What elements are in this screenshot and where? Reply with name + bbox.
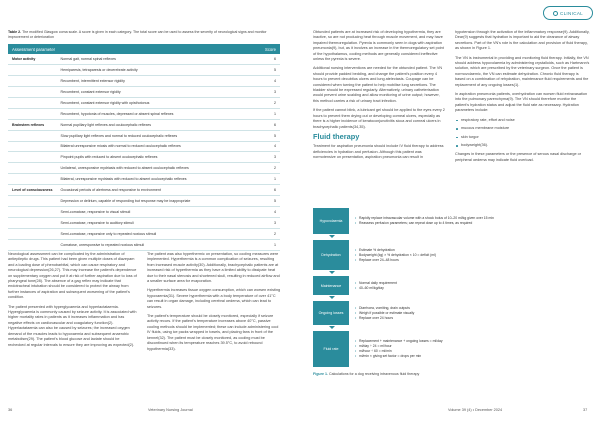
row-category [8, 130, 57, 141]
figure-item: • Weigh if possible or estimate visually [355, 311, 588, 316]
figure-caption [313, 372, 419, 376]
body-paragraph: Neurological assessment can be complicated by the administration of antiepileptic drugs. This patient had been given multiple doses of diazepam and a loading dose of phenobarbital, which can cause respiratory and neurological depression(26,27). This may increase the patient's dependence on supplementary oxygen and put it at risk of further aspiration due to loss of pharyngeal tone(28). The absence of a gag reflex may indicate that endotracheal intubation should be considered to protect the airway from further instances of aspiration and subsequent worsening of the patient's condition. [8, 252, 137, 300]
row-category: Level of consciousness [8, 185, 57, 196]
row-category [8, 75, 57, 86]
row-category [8, 152, 57, 163]
figure-caption-text: Calculations for a dog receiving intravenous fluid therapy [328, 372, 420, 376]
figure-item: • Estimate % dehydration [355, 248, 588, 253]
figure-row-label: Ongoing losses [313, 301, 349, 325]
table-row [8, 86, 280, 97]
body-paragraph: The patient presented with hyperglycaemia and hyperlactataemia. Hyperglycaemia is commonly caused by seizure activity. It is associated with higher mortality rates in patients as it increases inflammation and has negative effects on cardiovascular and coagulatory function(2). Hyperlactataemia can also be caused by seizures; the increased oxygen demand of the muscles leads to hypoxaemia and subsequent anaerobic metabolism(29). The patient's blood glucose and lactate should be rechecked at regular intervals to ensure they are improving as expected(2). [8, 304, 137, 347]
list-item: mucous membrane moisture [461, 126, 590, 131]
row-category [8, 97, 57, 108]
figure-row-label: Maintenance [313, 276, 349, 295]
row-description: Bilateral unresponsive miosis with normal to reduced oculocephalic reflexes [57, 141, 262, 152]
table-row [8, 141, 280, 152]
row-description: Recumbent, intermittent extensor rigidity [57, 75, 262, 86]
figure-item: • Bodyweight (kg) × % dehydration × 10 = deficit (ml) [355, 253, 588, 258]
figure-row [313, 331, 588, 367]
list-item: bodyweight(36). [461, 143, 590, 148]
body-paragraph: The patient was also hyperthermic on presentation, so cooling measures were implemented. Hyperthermia is a common complication of seizures, resulting from increased muscle activity(30). Additionally, brachycephalic patients are at increased risk of hyperthermia as they have a limited ability to dissipate heat due to their nasal stenosis and shortened skull, resulting in reduced airflow and a smaller surface area for evaporation. [147, 252, 280, 284]
figure-row-items [355, 331, 588, 367]
list-item: skin turgor [461, 135, 590, 140]
table-row [8, 119, 280, 130]
row-category [8, 218, 57, 229]
figure-row [313, 276, 588, 295]
table-row [8, 64, 280, 75]
footer-right-page: 37 [583, 408, 588, 412]
table-row [8, 152, 280, 163]
row-description: Depression or delirium, capable of responding but response may be inappropriate [57, 196, 262, 207]
row-score: 5 [261, 196, 280, 207]
body-paragraph: Obtunded patients are at increased risk of developing hypothermia, they are inactive, so are not producing heat through muscle movement, and may have impaired thermoregulation. Pyrexia is commonly seen in dogs with aspiration pneumonia(9), but, as it involves an increase in the thermoregulatory set point of the hypothalamus, cooling methods are generally considered ineffective unless the pyrexia is severe. [313, 30, 444, 62]
row-category [8, 174, 57, 185]
figure-item: • Replace over 24 hours [355, 316, 588, 321]
figure-row [313, 301, 588, 325]
row-category: Brainstem reflexes [8, 119, 57, 130]
list-item: respiratory rate, effort and noise [461, 118, 590, 123]
figure-item: • Normal daily requirement [355, 281, 588, 286]
figure-item: • Reassess perfusion parameters; can repeat dose up to 4 times, as required [355, 221, 588, 226]
text-column-3 [313, 30, 445, 165]
stethoscope-icon [553, 11, 558, 16]
figure-row [313, 240, 588, 270]
body-paragraph: Treatment for aspiration pneumonia should include IV fluid therapy to address deficiencies in hydration and perfusion. Although this patient was normotensive on presentation, aspiration pneumonia can result in [313, 144, 444, 160]
figure-item: • Rapidly replace intravascular volume with a shock bolus of 10–20 ml/kg given over 15 min [355, 216, 588, 221]
table-row [8, 130, 280, 141]
table-row [8, 174, 280, 185]
table-caption-label: Table 2. [8, 30, 22, 34]
body-paragraph: Changes in these parameters or the presence of serous nasal discharge or peripheral oedema may indicate fluid overload. [455, 152, 582, 162]
figure-row-items [355, 208, 588, 234]
row-score: 2 [261, 229, 280, 240]
row-description: Bilateral, unresponsive mydriasis with reduced to absent oculocephalic reflexes [57, 174, 262, 185]
row-category [8, 229, 57, 240]
header-assessment: Assessment parameter [8, 44, 261, 54]
glasgow-coma-table [8, 44, 280, 251]
figure-row-label: Hypovolaemia [313, 208, 349, 234]
figure-item: • Replacement + maintenance + ongoing losses = ml/day [355, 339, 588, 344]
row-score: 3 [261, 86, 280, 97]
header-score: Score [261, 44, 280, 54]
figure-row-label: Fluid rate [313, 331, 349, 367]
body-paragraph: Additional nursing interventions are needed for the obtunded patient. The VN should provide padded bedding, and change the patient's position every 4 hours to prevent decubitus ulcers and lung atelectasis. Coupage can be considered when turning the patient to help mobilise lung secretions. The bladder should be expressed regularly. Alternatively, urinary catheterisation would prevent urine scalding and allow monitoring of urine output; however, this method carries a risk of urinary tract infection. [313, 66, 443, 103]
body-paragraph: The VN is instrumental in providing and monitoring fluid therapy. Initially, the VN should address hypovolaemia by administering crystalloids, such as Hartmann's solution, which are prescribed by the veterinary surgeon. Once the patient is normovolaemic, the VN can estimate dehydration. Chronic fluid therapy is based on a combination of rehydration, maintenance fluid requirements and the replacement of any ongoing losses(1). [455, 55, 590, 87]
row-description: Recumbent, hypotonia of muscles, depressed or absent spinal reflexes [57, 108, 262, 119]
figure-row-items [355, 276, 588, 295]
row-description: Recumbent, constant extensor rigidity [57, 86, 262, 97]
hydration-parameter-list [455, 118, 590, 149]
clinical-badge [543, 6, 593, 20]
footer-right-info: Volume 39 (4) • December 2024 [448, 408, 503, 412]
figure-row-label: Dehydration [313, 240, 349, 270]
row-score: 1 [261, 108, 280, 119]
table-row [8, 185, 280, 196]
text-column-1 [8, 252, 138, 352]
figure-item: • Replace over 24–48 hours [355, 258, 588, 263]
row-category: Motor activity [8, 54, 57, 64]
row-score: 5 [261, 64, 280, 75]
row-description: Normal gait, normal spinal reflexes [57, 54, 262, 64]
table-header-row [8, 44, 280, 54]
row-description: Hemiparesis, tetraparesis or decerebrate activity [57, 64, 262, 75]
row-category [8, 108, 57, 119]
table-row [8, 108, 280, 119]
row-score: 3 [261, 218, 280, 229]
row-score: 1 [261, 239, 280, 250]
figure-item: • 40–60 ml/kg/day [355, 286, 588, 291]
row-category [8, 196, 57, 207]
figure-item: • ml/min × giving set factor = drops per min [355, 354, 588, 359]
row-category [8, 163, 57, 174]
footer-left-journal: Veterinary Nursing Journal [148, 408, 193, 412]
row-score: 2 [261, 163, 280, 174]
row-description: Recumbent, constant extensor rigidity with opisthotonus [57, 97, 262, 108]
row-description: Unilateral, unresponsive mydriasis with reduced to absent oculocephalic reflexes [57, 163, 262, 174]
table-row [8, 239, 280, 250]
table-row [8, 97, 280, 108]
row-score: 4 [261, 207, 280, 218]
body-paragraph: Hyperthermia increases tissue oxygen consumption, which can worsen existing hypoxaemia(31). Severe hyperthermia with a body temperature of over 41°C can result in organ damage, including cerebral oedema, which can lead to seizures. [147, 288, 281, 309]
row-score: 3 [261, 152, 280, 163]
figure-item: • Diarrhoea, vomiting, drain outputs [355, 306, 588, 311]
body-paragraph: The patient's temperature should be closely monitored, especially if seizure activity recurs. If the patient's temperature increases above 40°C, passive cooling methods should be implemented; these can include administering cool IV fluids, using ice packs wrapped in towels, and placing fans in front of the kennel(32). The patient must be closely monitored, as cooling must be discontinued when its temperature reaches 39.5°C, to avoid rebound hypothermia(33). [147, 314, 279, 351]
row-score: 5 [261, 130, 280, 141]
table-row [8, 229, 280, 240]
table-row [8, 75, 280, 86]
down-arrow-icon [329, 296, 335, 299]
row-score: 4 [261, 75, 280, 86]
down-arrow-icon [329, 326, 335, 329]
badge-label: CLINICAL [559, 10, 584, 16]
figure-row [313, 208, 588, 234]
down-arrow-icon [329, 271, 335, 274]
figure-row-items [355, 240, 588, 270]
section-heading-fluid-therapy: Fluid therapy [313, 131, 360, 141]
figure-item: • ml/day ÷ 24 = ml/hour [355, 344, 588, 349]
down-arrow-icon [329, 235, 335, 238]
row-score: 6 [261, 119, 280, 130]
table-caption-text: The modified Glasgow coma scale. A score is given in each category. The total score can be used to assess the severity of neurological signs and monitor improvement or deterioration [8, 30, 267, 40]
row-description: Normal pupillary light reflexes and oculocephalic reflexes [57, 119, 262, 130]
footer-left-page: 36 [8, 408, 13, 412]
row-score: 4 [261, 141, 280, 152]
figure-row-items [355, 301, 588, 325]
row-score: 6 [261, 54, 280, 64]
row-score: 6 [261, 185, 280, 196]
row-category [8, 239, 57, 250]
row-category [8, 207, 57, 218]
table-row [8, 54, 280, 64]
row-description: Pinpoint pupils with reduced to absent oculocephalic reflexes [57, 152, 262, 163]
table-row [8, 218, 280, 229]
row-score: 1 [261, 174, 280, 185]
row-category [8, 141, 57, 152]
row-description: Comatose, unresponsive to repeated noxious stimuli [57, 239, 262, 250]
table-row [8, 207, 280, 218]
table-row [8, 163, 280, 174]
table-caption [8, 30, 280, 40]
figure-item: • ml/hour ÷ 60 = ml/min [355, 349, 588, 354]
text-column-4 [455, 30, 590, 167]
row-score: 2 [261, 97, 280, 108]
figure-caption-label: Figure 1. [313, 372, 328, 376]
text-column-2 [147, 252, 281, 356]
row-description: Slow pupillary light reflexes and normal to reduced oculocephalic reflexes [57, 130, 262, 141]
row-description: Semi-comatose, responsive only to repeated noxious stimuli [57, 229, 262, 240]
row-description: Semi-comatose, responsive to auditory stimuli [57, 218, 262, 229]
row-category [8, 64, 57, 75]
body-paragraph: hypotension through the activation of the inflammatory response(9). Additionally, Dear(9) suggests that hydration is important to aid the clearance of airway secretions. Part of the VN's role is the calculation and provision of fluid therapy, as shown in Figure 1. [455, 30, 590, 51]
body-paragraph: In aspiration pneumonia patients, overhydration can worsen fluid extravasation into the pulmonary parenchyma(9). The VN should therefore monitor the patient's hydration status and adjust the fluid rate as necessary. Hydration parameters include: [455, 92, 588, 113]
row-description: Occasional periods of alertness and responsive to environment [57, 185, 262, 196]
table-row [8, 196, 280, 207]
row-description: Semi-comatose, responsive to visual stimuli [57, 207, 262, 218]
body-paragraph: If the patient cannot blink, a lubricant gel should be applied to the eyes every 2 hours to prevent them drying out or developing corneal ulcers, especially as there is a higher incidence of keratoconjunctivitis sicca and corneal ulcers in brachycephalic patients(34,35). [313, 108, 445, 129]
row-category [8, 86, 57, 97]
